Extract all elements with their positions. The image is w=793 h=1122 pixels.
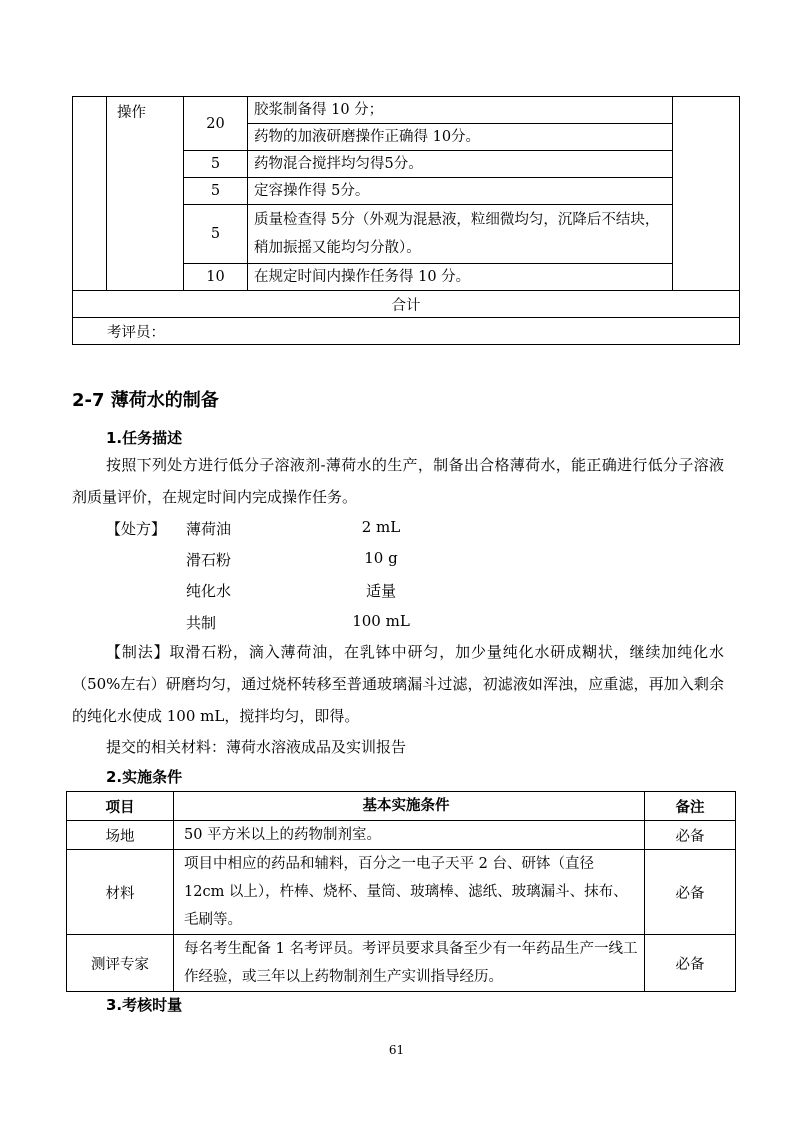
condition-cell: 项目中相应的药品和辅料，百分之一电子天平 2 台、研钵（直径 12cm 以上），杵棒、烧杯、量筒、玻璃棒、滤纸、玻璃漏斗、抹布、毛刷等。	[174, 850, 645, 935]
item-cell: 场地	[67, 821, 174, 850]
note-cell: 必备	[645, 935, 736, 992]
header-item: 项目	[67, 792, 174, 821]
conditions-table	[66, 791, 736, 992]
score-cell: 10	[184, 264, 248, 291]
score-cell: 5	[184, 151, 248, 178]
condition-cell: 每名考生配备 1 名考评员。考评员要求具备至少有一年药品生产一线工作经验，或三年以上药物制剂生产实训指导经历。	[174, 935, 645, 992]
method-label: 【制法】	[106, 643, 170, 661]
score-cell: 5	[184, 178, 248, 205]
method-text: 取滑石粉，滴入薄荷油，在乳钵中研匀，加少量纯化水研成糊状，继续加纯化水（50%左右）研磨均匀，通过烧杯转移至普通玻璃漏斗过滤，初滤液如浑浊，应重滤，再加入剩余的纯化水使成 100 mL，搅拌均匀，即得。	[72, 643, 724, 725]
note-cell: 必备	[645, 821, 736, 850]
criteria-cell: 定容操作得 5分。	[248, 178, 673, 205]
score-table	[72, 96, 740, 345]
category-cell: 操作	[107, 97, 184, 291]
table-row	[67, 821, 736, 850]
criteria-cell: 在规定时间内操作任务得 10 分。	[248, 264, 673, 291]
criteria-cell: 药物混合搅拌均匀得5分。	[248, 151, 673, 178]
recipe-ingredient: 共制	[186, 614, 217, 632]
table-row	[67, 850, 736, 935]
criteria-cell: 质量检查得 5分（外观为混悬液，粒细微均匀，沉降后不结块，稍加振摇又能均匀分散）。	[248, 205, 673, 264]
note-cell	[673, 97, 740, 291]
score-cell: 5	[184, 205, 248, 264]
recipe-amount: 适量	[365, 582, 396, 600]
method-paragraph	[72, 636, 724, 732]
submit-materials: 提交的相关材料：薄荷水溶液成品及实训报告	[106, 738, 407, 756]
recipe-amount: 2 mL	[361, 518, 401, 536]
header-condition: 基本实施条件	[174, 792, 645, 821]
task-description: 按照下列处方进行低分子溶液剂-薄荷水的生产，制备出合格薄荷水，能正确进行低分子溶液剂质量评价，在规定时间内完成操作任务。	[72, 456, 724, 506]
conditions-heading: 2.实施条件	[106, 768, 183, 786]
recipe-ingredient: 薄荷油	[186, 520, 232, 538]
recipe-label: 【处方】	[106, 520, 167, 538]
time-heading: 3.考核时量	[106, 996, 183, 1014]
examiner-label: 考评员：	[73, 318, 740, 345]
blank-cell	[73, 97, 107, 291]
item-cell: 测评专家	[67, 935, 174, 992]
total-label: 合计	[73, 291, 740, 318]
recipe-ingredient: 滑石粉	[186, 551, 232, 569]
recipe-ingredient: 纯化水	[186, 582, 232, 600]
condition-cell: 50 平方米以上的药物制剂室。	[174, 821, 645, 850]
recipe-amount: 100 mL	[352, 612, 410, 630]
table-row	[67, 935, 736, 992]
score-cell: 20	[184, 97, 248, 151]
note-cell: 必备	[645, 850, 736, 935]
recipe-amount: 10 g	[364, 549, 398, 567]
page-number: 61	[388, 1043, 405, 1057]
criteria-cell: 药物的加液研磨操作正确得 10分。	[248, 124, 673, 151]
header-note: 备注	[645, 792, 736, 821]
criteria-cell: 胶浆制备得 10 分；	[248, 97, 673, 124]
section-title: 2-7 薄荷水的制备	[72, 390, 219, 411]
task-heading: 1.任务描述	[106, 429, 183, 447]
item-cell: 材料	[67, 850, 174, 935]
